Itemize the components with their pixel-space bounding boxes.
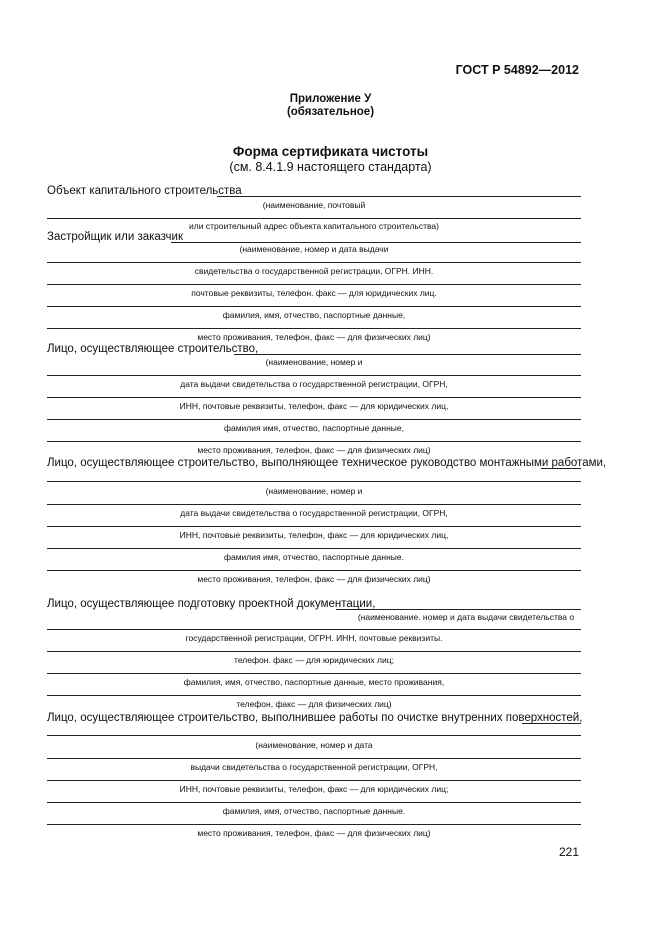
field-hint: или строительный адрес объекта капитального строительства) bbox=[189, 221, 439, 231]
fill-line[interactable] bbox=[47, 328, 581, 329]
field-hint: (наименование. номер и дата выдачи свидетельства о bbox=[357, 612, 575, 622]
field-hint: свидетельства о государственной регистрации, ОГРН. ИНН. bbox=[194, 266, 434, 276]
section-label: Застройщик или заказчик bbox=[47, 231, 183, 243]
fill-line[interactable] bbox=[47, 629, 581, 630]
fill-line[interactable] bbox=[47, 651, 581, 652]
fill-line[interactable] bbox=[47, 802, 581, 803]
fill-line[interactable] bbox=[47, 780, 581, 781]
field-hint: (наименование, номер и bbox=[265, 486, 363, 496]
form-subtitle: (см. 8.4.1.9 настоящего стандарта) bbox=[229, 160, 432, 174]
fill-line[interactable] bbox=[47, 735, 581, 736]
field-hint: фамилия имя, отчество, паспортные данные, bbox=[223, 423, 404, 433]
fill-line[interactable] bbox=[47, 824, 581, 825]
field-hint: ИНН, почтовые реквизиты, телефон, факс — для юридических лиц, bbox=[179, 530, 449, 540]
section-label: Лицо, осуществляющее подготовку проектной документации, bbox=[47, 598, 376, 610]
fill-line[interactable] bbox=[47, 306, 581, 307]
fill-line[interactable] bbox=[47, 481, 581, 482]
field-hint: место проживания, телефон, факс — для физических лиц) bbox=[197, 574, 431, 584]
fill-line[interactable] bbox=[336, 609, 581, 610]
field-hint: (наименование, почтовый bbox=[262, 200, 366, 210]
field-hint: почтовые реквизиты, телефон. факс — для юридических лиц. bbox=[191, 288, 437, 298]
fill-line[interactable] bbox=[47, 441, 581, 442]
fill-line[interactable] bbox=[217, 196, 581, 197]
field-hint: место проживания, телефон, факс — для физических лиц) bbox=[197, 828, 431, 838]
field-hint: (наименование, номер и дата bbox=[255, 740, 373, 750]
fill-line[interactable] bbox=[47, 526, 581, 527]
field-hint: ИНН, почтовые реквизиты, телефон, факс — для юридических лиц; bbox=[179, 784, 449, 794]
section-label: Лицо, осуществляющее строительство, выполнившее работы по очистке внутренних поверхностей, bbox=[47, 712, 583, 724]
fill-line[interactable] bbox=[171, 242, 581, 243]
fill-line[interactable] bbox=[47, 695, 581, 696]
standard-code: ГОСТ Р 54892—2012 bbox=[455, 63, 579, 77]
section-label: Объект капитального строительства bbox=[47, 185, 242, 197]
fill-line[interactable] bbox=[47, 419, 581, 420]
appendix-title: Приложение У bbox=[289, 93, 372, 105]
fill-line[interactable] bbox=[47, 673, 581, 674]
field-hint: дата выдачи свидетельства о государственной регистрации, ОГРН, bbox=[180, 379, 448, 389]
form-title: Форма сертификата чистоты bbox=[232, 144, 429, 159]
page-number: 221 bbox=[558, 845, 579, 859]
fill-line[interactable] bbox=[47, 570, 581, 571]
section-label: Лицо, осуществляющее строительство, bbox=[47, 343, 259, 355]
fill-line[interactable] bbox=[522, 723, 581, 724]
field-hint: фамилия, имя, отчество, паспортные данные, bbox=[222, 310, 406, 320]
field-hint: фамилия, имя, отчество, паспортные данные, место проживания, bbox=[183, 677, 445, 687]
field-hint: (наименование, номер и дата выдачи bbox=[239, 244, 389, 254]
field-hint: место проживания, телефон, факс — для физических лиц) bbox=[197, 445, 431, 455]
field-hint: телефон, факс — для физических лиц) bbox=[236, 699, 392, 709]
fill-line[interactable] bbox=[47, 397, 581, 398]
field-hint: ИНН, почтовые реквизиты, телефон, факс — для юридических лиц, bbox=[179, 401, 449, 411]
field-hint: телефон. факс — для юридических лиц; bbox=[234, 655, 394, 665]
fill-line[interactable] bbox=[541, 468, 581, 469]
fill-line[interactable] bbox=[47, 504, 581, 505]
field-hint: государственной регистрации, ОГРН. ИНН, почтовые реквизиты. bbox=[185, 633, 443, 643]
field-hint: дата выдачи свидетельства о государственной регистрации, ОГРН, bbox=[180, 508, 448, 518]
fill-line[interactable] bbox=[47, 284, 581, 285]
fill-line[interactable] bbox=[47, 262, 581, 263]
fill-line[interactable] bbox=[234, 354, 581, 355]
fill-line[interactable] bbox=[47, 218, 581, 219]
field-hint: (наименование, номер и bbox=[265, 357, 363, 367]
section-label: Лицо, осуществляющее строительство, выполняющее техническое руководство монтажными работами, bbox=[47, 457, 607, 469]
fill-line[interactable] bbox=[47, 375, 581, 376]
field-hint: место проживания, телефон, факс — для физических лиц) bbox=[197, 332, 431, 342]
fill-line[interactable] bbox=[47, 548, 581, 549]
field-hint: фамилия имя, отчество, паспортные данные. bbox=[223, 552, 404, 562]
field-hint: выдачи свидетельства о государственной регистрации, ОГРН, bbox=[190, 762, 438, 772]
fill-line[interactable] bbox=[47, 758, 581, 759]
field-hint: фамилия, имя, отчество, паспортные данные. bbox=[222, 806, 406, 816]
appendix-status: (обязательное) bbox=[286, 106, 375, 118]
